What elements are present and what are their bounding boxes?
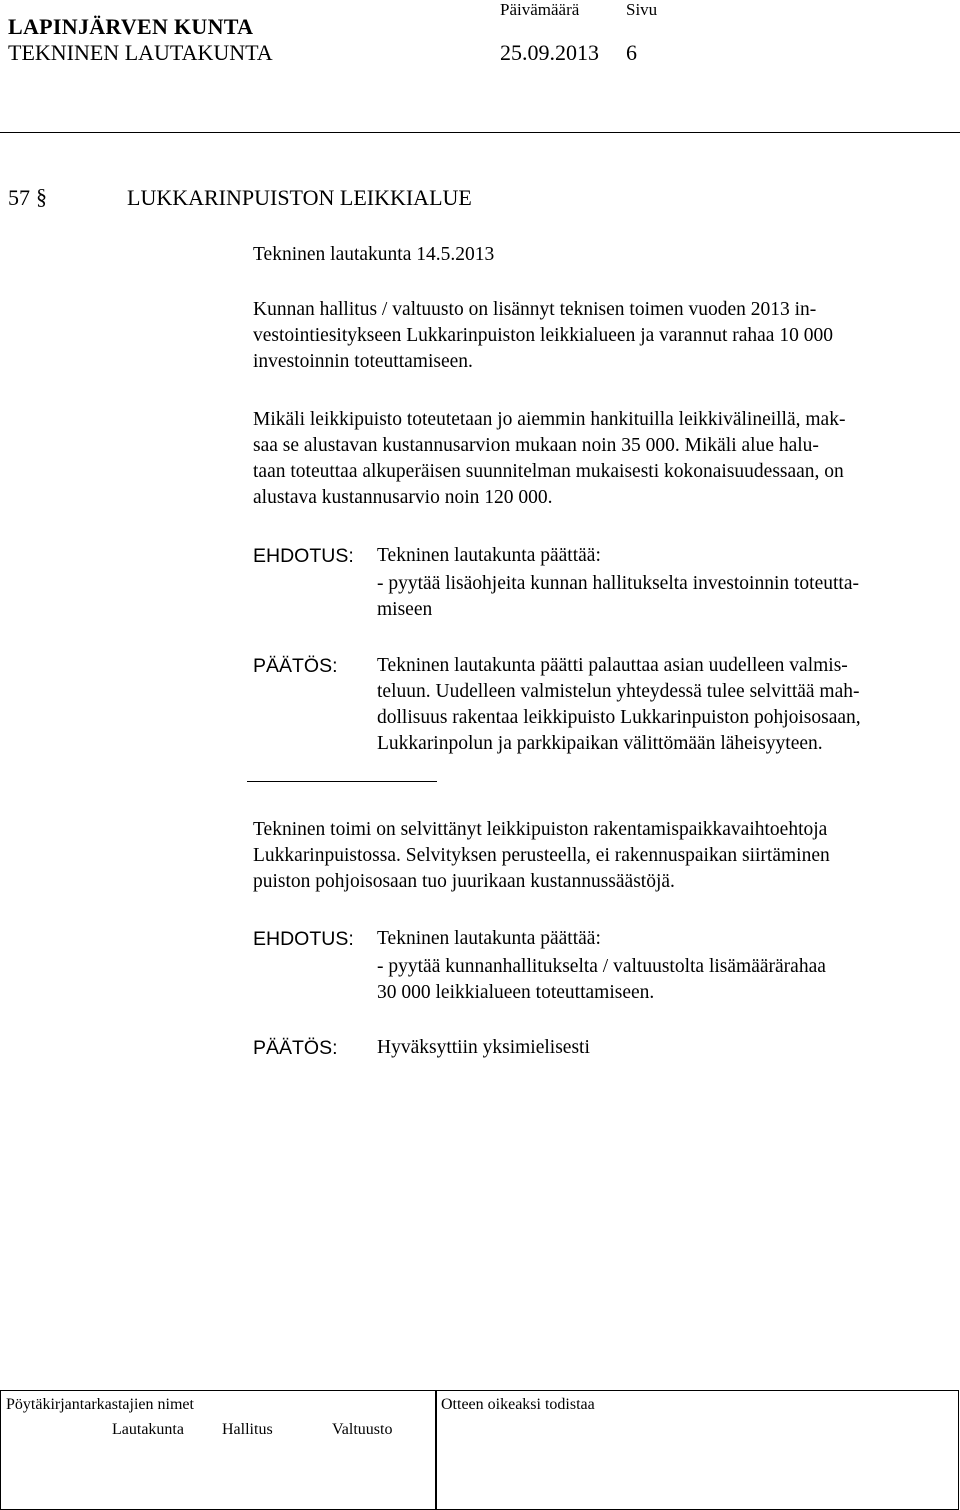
section-sign: § xyxy=(36,184,47,209)
proposal-intro: Tekninen lautakunta päättää: xyxy=(377,545,601,566)
text-line: Mikäli leikkipuisto toteutetaan jo aiemmin hankituilla leikkivälineillä, mak- xyxy=(253,409,846,430)
paragraph-investigation xyxy=(253,817,953,895)
section-title: LUKKARINPUISTON LEIKKIALUE xyxy=(127,185,472,210)
text-line: puiston pohjoisosaan tuo juurikaan kustannussäästöjä. xyxy=(253,871,675,892)
separator-line xyxy=(247,781,437,782)
board-hallitus: Hallitus xyxy=(222,1421,273,1438)
text-line: investoinnin toteuttamiseen. xyxy=(253,351,473,372)
text-line: teluun. Uudelleen valmistelun yhteydessä tulee selvittää mah- xyxy=(377,681,860,702)
committee-name: TEKNINEN LAUTAKUNTA xyxy=(8,40,273,65)
text-line: 30 000 leikkialueen toteuttamiseen. xyxy=(377,982,655,1003)
proposal-label: EHDOTUS: xyxy=(253,545,354,567)
certification-label: Otteen oikeaksi todistaa xyxy=(441,1396,595,1413)
paragraph-cost-estimate xyxy=(253,407,953,511)
text-line: miseen xyxy=(377,599,433,620)
meeting-reference: Tekninen lautakunta 14.5.2013 xyxy=(253,244,495,265)
text-line: Tekninen lautakunta päätti palauttaa asian uudelleen valmis- xyxy=(377,655,848,676)
text-line: Tekninen toimi on selvittänyt leikkipuiston rakentamispaikkavaihtoehtoja xyxy=(253,819,828,840)
organization-name: LAPINJÄRVEN KUNTA xyxy=(8,14,254,39)
date-label: Päivämäärä xyxy=(500,0,580,19)
page-number: 6 xyxy=(626,40,637,65)
header-divider xyxy=(0,132,960,133)
proposal-label: EHDOTUS: xyxy=(253,928,354,950)
text-line: Lukkarinpuistossa. Selvityksen perusteella, ei rakennuspaikan siirtäminen xyxy=(253,845,830,866)
proposal-text xyxy=(377,571,960,623)
board-lautakunta: Lautakunta xyxy=(112,1421,184,1438)
decision-label: PÄÄTÖS: xyxy=(253,655,338,677)
decision-text: Hyväksyttiin yksimielisesti xyxy=(377,1037,590,1058)
text-line: - pyytää lisäohjeita kunnan hallitukselta investoinnin toteutta- xyxy=(377,573,859,594)
inspectors-label: Pöytäkirjantarkastajien nimet xyxy=(6,1396,194,1413)
proposal-intro: Tekninen lautakunta päättää: xyxy=(377,928,601,949)
proposal-text xyxy=(377,954,960,1006)
section-number: 57 xyxy=(8,185,30,210)
board-valtuusto: Valtuusto xyxy=(332,1421,393,1438)
text-line: - pyytää kunnanhallitukselta / valtuustolta lisämäärärahaa xyxy=(377,956,826,977)
paragraph-budget xyxy=(253,297,953,375)
decision-text xyxy=(377,653,960,757)
text-line: Lukkarinpolun ja parkkipaikan välittömään läheisyyteen. xyxy=(377,733,823,754)
decision-label: PÄÄTÖS: xyxy=(253,1037,338,1059)
text-line: saa se alustavan kustannusarvion mukaan noin 35 000. Mikäli alue halu- xyxy=(253,435,819,456)
page-label: Sivu xyxy=(626,0,658,19)
text-line: taan toteuttaa alkuperäisen suunnitelman mukaisesti kokonaisuudessaan, on xyxy=(253,461,844,482)
text-line: alustava kustannusarvio noin 120 000. xyxy=(253,487,553,508)
text-line: Kunnan hallitus / valtuusto on lisännyt teknisen toimen vuoden 2013 in- xyxy=(253,299,817,320)
meeting-date: 25.09.2013 xyxy=(500,40,599,65)
text-line: vestointiesitykseen Lukkarinpuiston leikkialueen ja varannut rahaa 10 000 xyxy=(253,325,833,346)
text-line: dollisuus rakentaa leikkipuisto Lukkarinpuiston pohjoisosaan, xyxy=(377,707,861,728)
